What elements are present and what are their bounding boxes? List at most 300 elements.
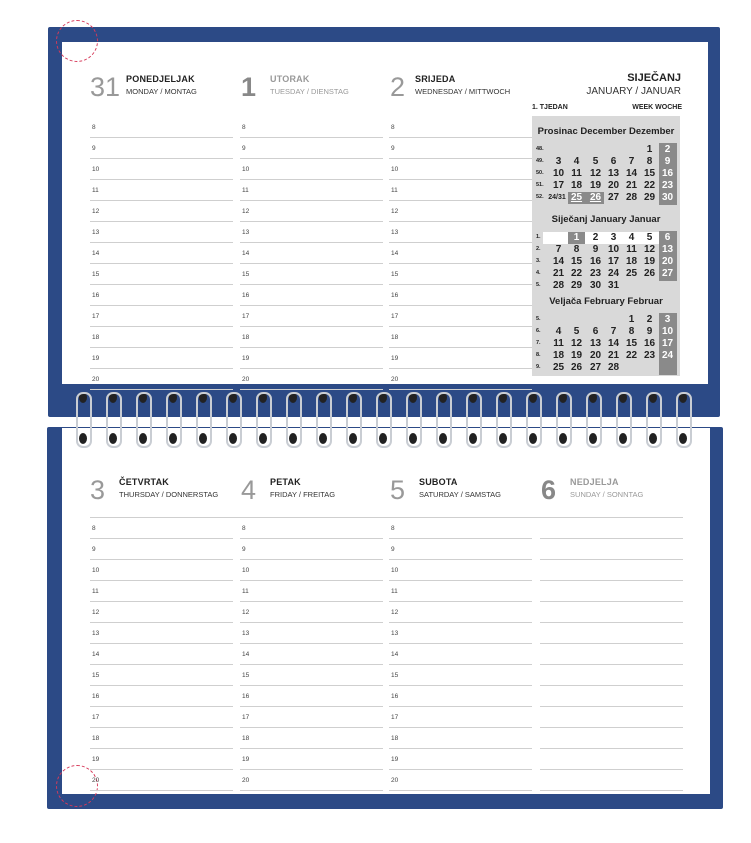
hour-label: 18 [391,735,399,742]
hour-label: 15 [242,672,250,679]
hour-slot[interactable] [90,306,233,327]
calendar-day: 25 [570,192,583,203]
hour-label: 18 [391,334,399,341]
hour-slot[interactable] [240,539,383,560]
calendar-day: 14 [552,256,565,267]
calendar-day: 9 [592,244,599,255]
coil-ring [406,392,420,446]
hour-label: 9 [242,546,246,553]
hour-label: 20 [92,376,100,383]
hour-label: 11 [391,588,398,595]
week-number: 1. [536,234,541,240]
hour-slot[interactable] [90,264,233,285]
calendar-day: 5 [646,232,653,243]
calendar-day: 29 [570,280,583,291]
hour-label: 12 [92,609,100,616]
day-header-thursday [90,476,218,504]
hour-slot[interactable] [540,644,683,665]
hour-slot[interactable] [240,327,383,348]
calendar-day: 12 [589,168,602,179]
calendar-day: 9 [646,326,653,337]
hour-column-monday [90,117,233,390]
hour-label: 13 [92,229,100,236]
month-title-block [538,72,681,97]
day-number: 6 [541,475,557,505]
calendar-day: 25 [625,268,638,279]
hour-label: 16 [92,292,100,299]
hour-slot[interactable] [90,539,233,560]
day-name: SRIJEDA [415,74,456,84]
day-name: NEDJELJA [570,477,619,487]
hour-label: 15 [92,672,100,679]
calendar-day: 2 [646,314,653,325]
hour-label: 14 [391,651,399,658]
hour-slot[interactable] [90,644,233,665]
calendar-day: 22 [625,350,638,361]
calendar-day: 2 [592,232,599,243]
calendar-day: 13 [661,244,674,255]
calendar-day: 8 [573,244,580,255]
hour-label: 8 [92,124,96,131]
calendar-day: 1 [573,232,580,243]
calendar-day: 16 [643,338,656,349]
hour-label: 14 [242,651,250,658]
day-number: 1 [241,72,257,102]
month-subtitle: JANUARY / JANUAR [586,86,681,97]
hour-slot[interactable] [389,159,532,180]
hour-label: 19 [242,756,250,763]
hour-slot[interactable] [389,138,532,159]
calendar-day: 26 [570,362,583,373]
hour-label: 16 [391,693,399,700]
calendar-day: 8 [646,156,653,167]
week-number: 48. [536,146,544,152]
hour-slot[interactable] [540,560,683,581]
hour-slot[interactable] [90,159,233,180]
hour-slot[interactable] [240,686,383,707]
hour-slot[interactable] [90,581,233,602]
month-title: SIJEČANJ [627,72,681,84]
calendar-day: 28 [607,362,620,373]
calendar-day: 11 [571,168,582,179]
hour-label: 20 [242,376,250,383]
hour-label: 13 [92,630,100,637]
hour-slot[interactable] [240,644,383,665]
hour-slot[interactable] [240,243,383,264]
day-header-monday [90,73,197,101]
hour-slot[interactable] [90,518,233,539]
hour-label: 10 [92,166,100,173]
hour-label: 20 [92,777,100,784]
hour-label: 17 [391,313,399,320]
week-number: 3. [536,258,541,264]
hour-slot[interactable] [389,749,532,770]
hour-label: 9 [92,546,96,553]
calendar-day: 22 [570,268,583,279]
hour-slot[interactable] [389,369,532,390]
hour-slot[interactable] [389,327,532,348]
hour-slot[interactable] [240,117,383,138]
calendar-day: 2 [664,144,671,155]
hour-label: 13 [242,630,250,637]
coil-ring [226,392,240,446]
hour-slot[interactable] [90,749,233,770]
hour-slot[interactable] [90,728,233,749]
hour-slot[interactable] [90,180,233,201]
calendar-day: 20 [589,350,602,361]
calendar-day: 7 [555,244,562,255]
calendar-day: 3 [610,232,617,243]
hour-label: 16 [242,292,250,299]
calendar-day: 27 [589,362,602,373]
day-name: UTORAK [270,74,310,84]
day-subtitle: SATURDAY / SAMSTAG [419,490,501,499]
hour-slot[interactable] [240,348,383,369]
day-subtitle: THURSDAY / DONNERSTAG [119,490,219,499]
hour-label: 16 [92,693,100,700]
day-header-sunday [541,476,643,504]
calendar-day: 15 [643,168,656,179]
hour-slot[interactable] [389,180,532,201]
hour-label: 11 [92,588,99,595]
hour-slot[interactable] [389,264,532,285]
day-subtitle: TUESDAY / DIENSTAG [270,87,349,96]
hour-slot[interactable] [540,623,683,644]
day-number: 3 [90,475,106,505]
calendar-day: 23 [589,268,602,279]
calendar-day: 24 [661,350,674,361]
day-subtitle: WEDNESDAY / MITTWOCH [415,87,511,96]
day-name: PETAK [270,477,301,487]
week-number: 2. [536,246,541,252]
hour-label: 9 [391,546,395,553]
calendar-day: 29 [643,192,656,203]
calendar-day: 19 [570,350,583,361]
hour-label: 17 [92,714,100,721]
calendar-day: 18 [570,180,583,191]
calendar-day: 11 [553,338,564,349]
hour-slot[interactable] [540,602,683,623]
hour-label: 8 [242,525,246,532]
hour-slot[interactable] [389,518,532,539]
calendar-day: 4 [555,326,562,337]
hour-slot[interactable] [240,707,383,728]
hour-slot[interactable] [240,285,383,306]
calendar-day: 4 [628,232,635,243]
calendar-day: 6 [664,232,671,243]
hour-slot[interactable] [389,285,532,306]
calendar-day: 1 [646,144,653,155]
hour-column-thursday [90,518,233,791]
hour-slot[interactable] [90,665,233,686]
hour-slot[interactable] [90,686,233,707]
hour-slot[interactable] [240,560,383,581]
week-number: 7. [536,340,541,346]
day-header-wednesday [390,73,510,101]
hour-slot[interactable] [389,117,532,138]
hour-label: 9 [92,145,96,152]
hour-slot[interactable] [240,306,383,327]
hour-label: 11 [242,187,249,194]
coil-ring [76,392,90,446]
hour-label: 17 [92,313,100,320]
calendar-day: 7 [610,326,617,337]
hour-label: 19 [391,355,399,362]
hour-label: 14 [92,651,100,658]
hour-label: 15 [92,271,100,278]
coil-ring [316,392,330,446]
week-number: 9. [536,364,541,370]
hour-slot[interactable] [389,770,532,791]
hour-label: 8 [92,525,96,532]
calendar-day: 25 [552,362,565,373]
hour-label: 13 [242,229,250,236]
coil-ring [166,392,180,446]
hour-slot[interactable] [389,623,532,644]
hour-slot[interactable] [389,306,532,327]
hour-slot[interactable] [540,770,683,791]
hour-slot[interactable] [240,623,383,644]
calendar-day: 17 [552,180,565,191]
coil-ring [106,392,120,446]
week-number: 49. [536,158,544,164]
calendar-day: 16 [589,256,602,267]
hour-slot[interactable] [240,222,383,243]
hour-slot[interactable] [90,707,233,728]
hour-slot[interactable] [389,686,532,707]
hour-label: 18 [242,334,250,341]
calendar-day: 27 [607,192,620,203]
hour-slot[interactable] [240,138,383,159]
day-name: PONEDJELJAK [126,74,195,84]
week-number: 51. [536,182,544,188]
hour-slot[interactable] [389,644,532,665]
day-subtitle: SUNDAY / SONNTAG [570,490,644,499]
hour-label: 17 [242,313,250,320]
hour-label: 12 [242,609,250,616]
mini-calendar-title: Prosinac December Dezember [537,126,675,137]
day-name: ČETVRTAK [119,477,169,487]
calendar-day: 3 [664,314,671,325]
calendar-day: 11 [626,244,637,255]
calendar-day: 9 [664,156,671,167]
hour-label: 16 [391,292,399,299]
calendar-day: 23 [661,180,674,191]
hour-column-tuesday [240,117,383,390]
hour-slot[interactable] [90,369,233,390]
week-number: 4. [536,270,541,276]
hour-label: 15 [242,271,250,278]
hour-slot[interactable] [90,602,233,623]
hour-slot[interactable] [389,581,532,602]
hour-label: 14 [242,250,250,257]
hour-label: 12 [92,208,100,215]
hour-slot[interactable] [540,518,683,539]
calendar-day: 14 [625,168,638,179]
calendar-day: 19 [643,256,656,267]
calendar-day: 10 [661,326,674,337]
hour-slot[interactable] [540,539,683,560]
hour-slot[interactable] [90,348,233,369]
hour-slot[interactable] [389,243,532,264]
coil-ring [496,392,510,446]
hour-slot[interactable] [90,560,233,581]
calendar-day: 28 [552,280,565,291]
hour-slot[interactable] [389,348,532,369]
hour-slot[interactable] [540,749,683,770]
hour-label: 18 [92,334,100,341]
hour-slot[interactable] [240,581,383,602]
calendar-day: 24/31 [548,194,566,201]
hour-slot[interactable] [389,222,532,243]
hour-slot[interactable] [389,707,532,728]
day-subtitle: MONDAY / MONTAG [126,87,197,96]
hour-label: 18 [242,735,250,742]
hour-label: 15 [391,271,399,278]
calendar-day: 4 [573,156,580,167]
corner-stitch-decoration [56,20,98,62]
coil-ring [526,392,540,446]
hour-label: 10 [242,166,250,173]
calendar-day: 6 [610,156,617,167]
hour-label: 8 [242,124,246,131]
hour-label: 8 [391,525,395,532]
hour-slot[interactable] [90,243,233,264]
calendar-day: 30 [589,280,602,291]
calendar-day: 17 [607,256,620,267]
hour-slot[interactable] [90,117,233,138]
hour-slot[interactable] [90,623,233,644]
calendar-day: 22 [643,180,656,191]
hour-label: 11 [92,187,99,194]
hour-label: 11 [242,588,249,595]
hour-slot[interactable] [240,770,383,791]
day-number: 5 [390,475,406,505]
hour-slot[interactable] [240,369,383,390]
calendar-day: 12 [643,244,656,255]
calendar-day: 13 [589,338,602,349]
hour-slot[interactable] [90,201,233,222]
hour-slot[interactable] [540,707,683,728]
calendar-day: 20 [661,256,674,267]
hour-slot[interactable] [90,285,233,306]
calendar-day: 31 [607,280,620,291]
hour-slot[interactable] [90,222,233,243]
hour-slot[interactable] [389,560,532,581]
calendar-day: 5 [573,326,580,337]
calendar-day: 20 [607,180,620,191]
hour-slot[interactable] [540,665,683,686]
hour-label: 12 [391,609,399,616]
hour-label: 10 [391,166,399,173]
hour-slot[interactable] [240,201,383,222]
hour-label: 20 [391,777,399,784]
calendar-day: 15 [570,256,583,267]
calendar-day: 26 [643,268,656,279]
coil-ring [256,392,270,446]
hour-label: 11 [391,187,398,194]
hour-slot[interactable] [389,665,532,686]
hour-label: 19 [92,355,100,362]
hour-column-sunday [540,518,683,791]
hour-label: 13 [391,630,399,637]
hour-label: 15 [391,672,399,679]
week-number: 5. [536,316,541,322]
calendar-day: 30 [661,192,674,203]
hour-label: 8 [391,124,395,131]
calendar-day: 3 [555,156,562,167]
day-subtitle: FRIDAY / FREITAG [270,490,336,499]
hour-slot[interactable] [389,602,532,623]
day-name: SUBOTA [419,477,458,487]
coil-ring [556,392,570,446]
week-number: 5. [536,282,541,288]
hour-slot[interactable] [90,327,233,348]
calendar-day: 14 [607,338,620,349]
calendar-day: 7 [628,156,635,167]
calendar-day: 8 [628,326,635,337]
hour-slot[interactable] [389,539,532,560]
hour-label: 20 [391,376,399,383]
hour-slot[interactable] [90,770,233,791]
coil-ring [676,392,690,446]
hour-slot[interactable] [90,138,233,159]
hour-slot[interactable] [540,581,683,602]
hour-slot[interactable] [240,728,383,749]
day-header-tuesday [241,73,349,101]
calendar-day: 21 [552,268,565,279]
coil-ring [616,392,630,446]
hour-label: 10 [242,567,250,574]
hour-label: 20 [242,777,250,784]
hour-slot[interactable] [240,159,383,180]
hour-slot[interactable] [240,518,383,539]
hour-slot[interactable] [240,665,383,686]
hour-label: 17 [391,714,399,721]
coil-ring [436,392,450,446]
hour-label: 12 [242,208,250,215]
day-header-saturday [390,476,501,504]
mini-calendar-title: Veljača February Februar [549,296,663,307]
hour-column-friday [240,518,383,791]
calendar-day: 19 [589,180,602,191]
hour-slot[interactable] [240,749,383,770]
hour-slot[interactable] [240,264,383,285]
hour-slot[interactable] [389,201,532,222]
calendar-day: 12 [570,338,583,349]
hour-label: 16 [242,693,250,700]
hour-label: 10 [391,567,399,574]
calendar-day: 28 [625,192,638,203]
hour-label: 19 [92,756,100,763]
coil-ring [586,392,600,446]
day-number: 4 [241,475,257,505]
hour-slot[interactable] [540,728,683,749]
hour-label: 10 [92,567,100,574]
hour-slot[interactable] [240,180,383,201]
coil-ring [346,392,360,446]
hour-slot[interactable] [389,728,532,749]
calendar-day: 16 [661,168,674,179]
calendar-day: 23 [643,350,656,361]
coil-ring [376,392,390,446]
hour-slot[interactable] [540,686,683,707]
coil-ring [286,392,300,446]
calendar-day: 17 [661,338,674,349]
hour-slot[interactable] [240,602,383,623]
day-header-friday [241,476,335,504]
calendar-day: 15 [625,338,638,349]
